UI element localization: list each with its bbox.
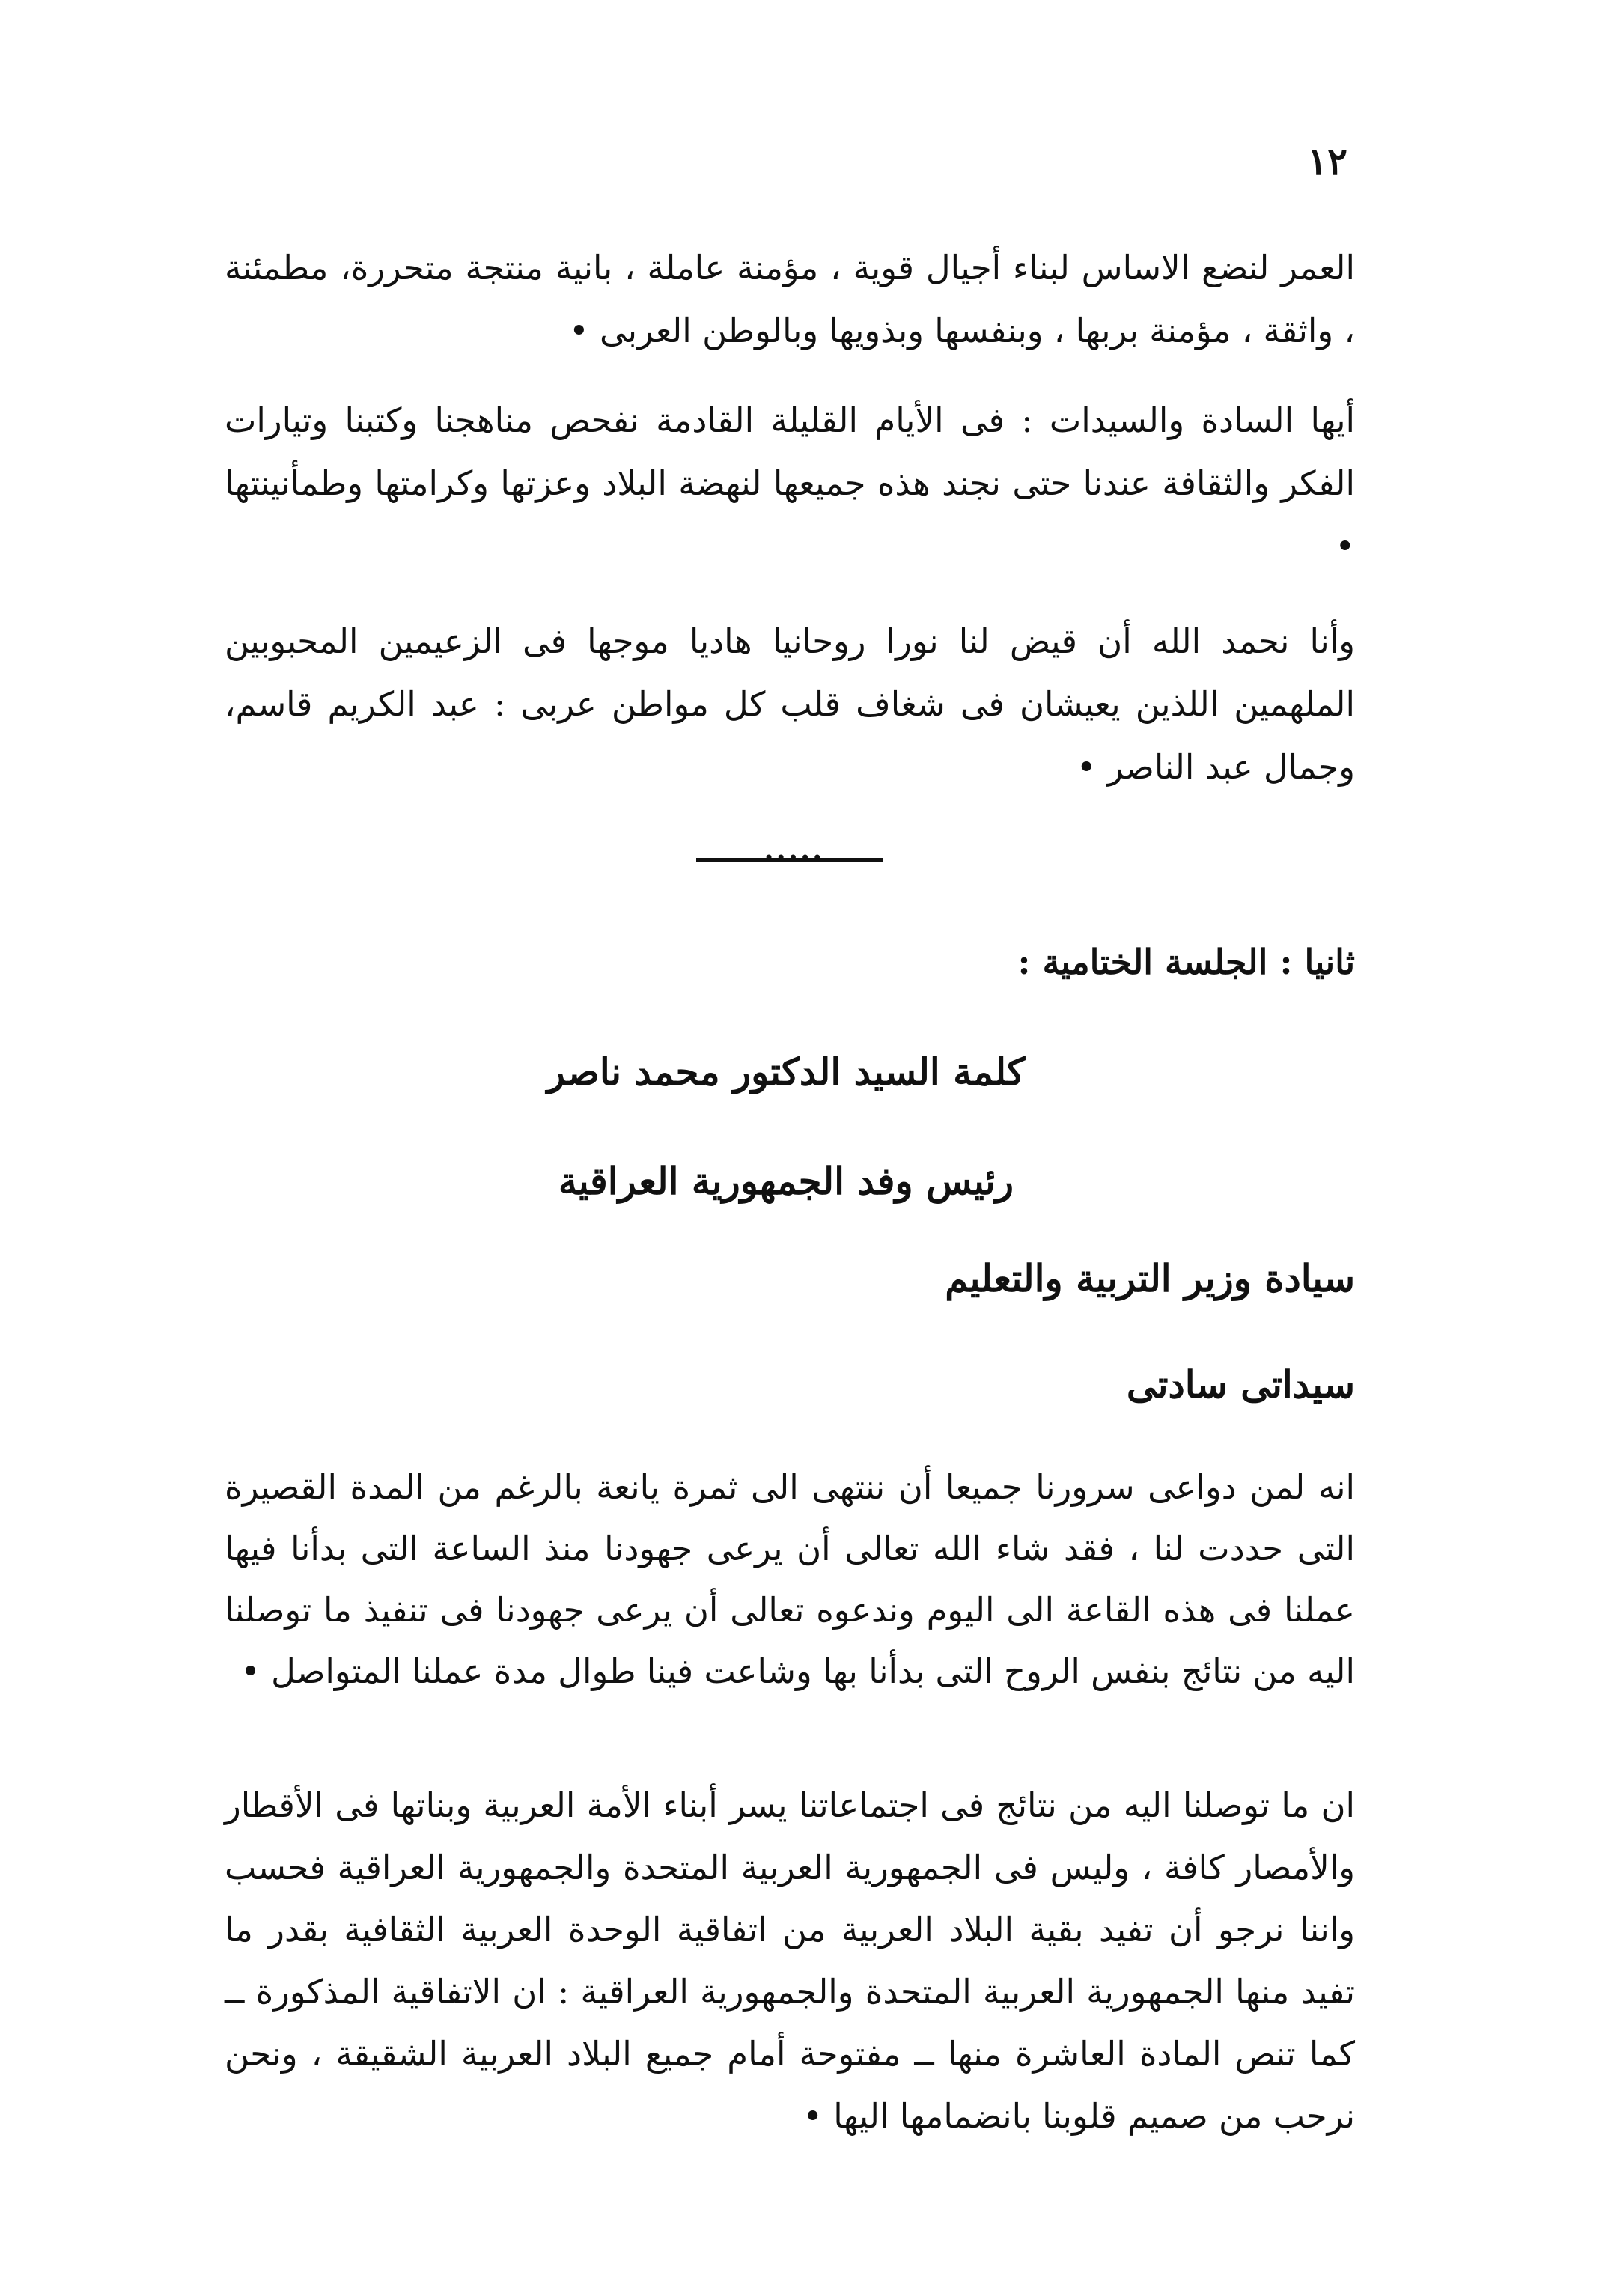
speech-title: كلمة السيد الدكتور محمد ناصر bbox=[546, 1050, 1026, 1094]
paragraph-results: انه لمن دواعى سرورنا جميعا أن ننتهى الى ثمرة يانعة بالرغم من المدة القصيرة التى حددت لنا ، فقد شاء الله تعالى أن يرعى جهودنا منذ الساعة التى بدأنا فيها عملنا فى هذه القاعة الى اليوم وندعوه تعالى أن يرعى جهودنا فى تنفيذ ما توصلنا اليه من نتائج بنفس الروح التى بدأنا بها وشاعت فينا طوال مدة عملنا المتواصل • bbox=[225, 1467, 1355, 1691]
paragraph-curricula: أيها السادة والسيدات : فى الأيام القليلة القادمة نفحص مناهجنا وكتبنا وتيارات الفكر والثقافة عندنا حتى نجند هذه جميعها لنهضة البلاد وعزتها وكرامتها وطمأنينتها • bbox=[225, 401, 1355, 566]
paragraph-opening-continuation: العمر لنضع الاساس لبناء أجيال قوية ، مؤمنة عاملة ، بانية منتجة متحررة، مطمئنة ، واثقة ، مؤمنة بربها ، وبنفسها وبذويها وبالوطن العربى • bbox=[225, 248, 1355, 350]
address-minister: سيادة وزير التربية والتعليم bbox=[945, 1256, 1355, 1300]
section-label-closing-session: ثانيا : الجلسة الختامية : bbox=[1017, 942, 1355, 982]
paragraph-agreement: ان ما توصلنا اليه من نتائج فى اجتماعاتنا يسر أبناء الأمة العربية وبناتها فى الأقطار والأمصار كافة ، وليس فى الجمهورية العربية المتحدة والجمهورية العراقية فحسب واننا نرجو أن تفيد بقية البلاد العربية من اتفاقية الوحدة العربية الثقافية بقدر ما تفيد منها الجمهورية العربية المتحدة والجمهورية العراقية : ان الاتفاقية المذكورة ــ كما تنص المادة العاشرة منها ــ مفتوحة أمام جميع البلاد العربية الشقيقة ، ونحن نرحب من صميم قلوبنا بانضمامها اليها • bbox=[225, 1785, 1355, 2136]
section-divider-dots: ••••• bbox=[764, 847, 824, 868]
address-audience: سيداتى سادتى bbox=[1126, 1362, 1355, 1407]
paragraph-leaders: وأنا نحمد الله أن قيض لنا نورا روحانيا هاديا موجها فى الزعيمين المحبوبين الملهمين اللذين يعيشان فى شغاف قلب كل مواطن عربى : عبد الكريم قاسم، وجمال عبد الناصر • bbox=[225, 621, 1355, 787]
page-number: ١٢ bbox=[1307, 139, 1347, 183]
delegation-title: رئيس وفد الجمهورية العراقية bbox=[558, 1159, 1014, 1203]
